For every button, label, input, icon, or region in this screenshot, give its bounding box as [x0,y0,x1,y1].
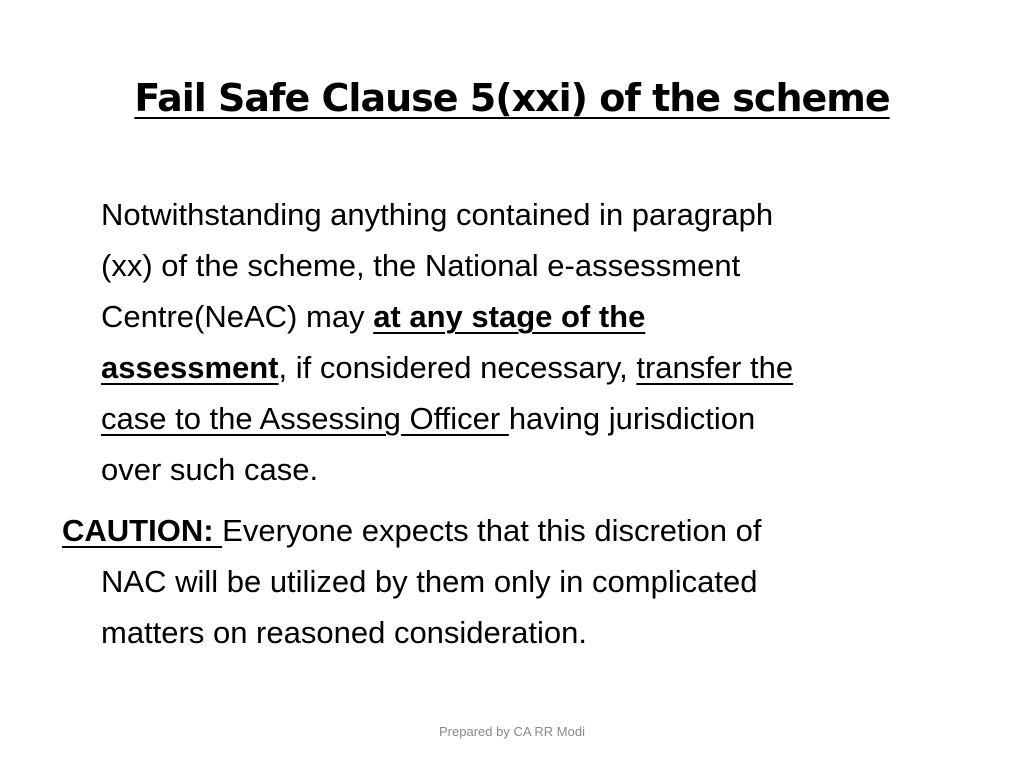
paragraph-line-5 [101,393,755,444]
paragraph-text: (xx) of the scheme, the National e-assessment [101,248,741,283]
caution-text: matters on reasoned consideration. [101,615,587,650]
underlined-transfer-text: transfer the [636,350,794,385]
caution-line-1 [62,505,762,556]
paragraph-text: Centre(NeAC) may [101,299,374,334]
caution-label: CAUTION: [62,513,223,548]
caution-line-2 [101,556,757,607]
slide-footer: Prepared by CA RR Modi [439,724,585,739]
underlined-officer-text: case to the Assessing Officer [101,401,509,436]
emphasis-stage-text: at any stage of the [373,299,646,334]
slide-title-text: Fail Safe Clause 5(xxi) of the scheme [134,76,890,120]
paragraph-text: Notwithstanding anything contained in paragraph [101,197,774,232]
paragraph-line-3 [101,291,645,342]
caution-line-3 [101,607,587,658]
caution-text: Everyone expects that this discretion of [222,513,762,548]
paragraph-text: , if considered necessary, [278,350,637,385]
caution-text: NAC will be utilized by them only in complicated [101,564,758,599]
paragraph-line-1 [101,189,773,240]
paragraph-text: over such case. [101,452,319,487]
paragraph-line-6 [101,444,318,495]
paragraph-line-2 [101,240,740,291]
paragraph-line-4 [101,342,793,393]
emphasis-assessment-text: assessment [101,350,279,385]
paragraph-text: having jurisdiction [508,401,756,436]
